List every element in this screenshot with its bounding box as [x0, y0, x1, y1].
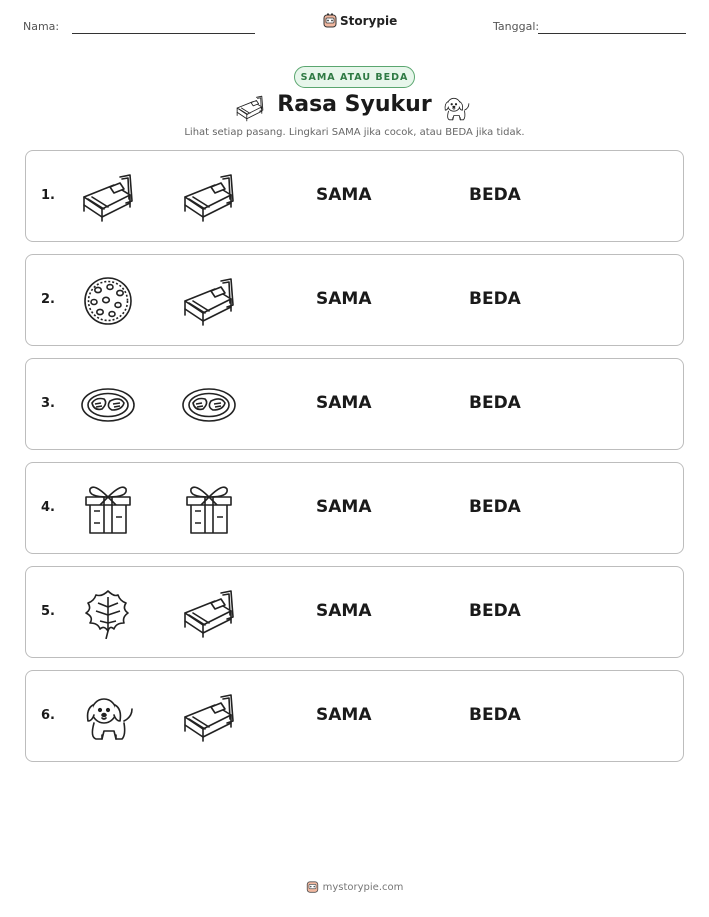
different-option[interactable]: BEDA — [469, 601, 521, 621]
footer-url[interactable]: mystorypie.com — [322, 881, 404, 893]
cookie-icon — [80, 275, 136, 327]
bed-icon — [80, 171, 136, 223]
question-number: 6. — [41, 708, 55, 723]
different-option[interactable]: BEDA — [469, 705, 521, 725]
bed-icon — [181, 171, 237, 223]
storypie-mascot-icon — [306, 880, 319, 894]
footer — [0, 880, 709, 894]
question-row-5 — [25, 566, 684, 658]
puppy-icon — [80, 691, 136, 743]
date-line[interactable] — [538, 33, 686, 34]
instruction-text: Lihat setiap pasang. Lingkari SAMA jika cocok, atau BEDA jika tidak. — [184, 127, 525, 138]
question-row-6 — [25, 670, 684, 762]
different-option[interactable]: BEDA — [469, 393, 521, 413]
question-number: 5. — [41, 604, 55, 619]
question-row-3 — [25, 358, 684, 450]
different-option[interactable]: BEDA — [469, 497, 521, 517]
bed-icon — [181, 275, 237, 327]
same-option[interactable]: SAMA — [316, 185, 372, 205]
question-row-1 — [25, 150, 684, 242]
plate-icon — [181, 379, 237, 431]
question-number: 1. — [41, 188, 55, 203]
date-label: Tanggal: — [493, 20, 540, 33]
same-option[interactable]: SAMA — [316, 601, 372, 621]
worksheet-type-badge: SAMA ATAU BEDA — [294, 66, 415, 88]
name-line[interactable] — [72, 33, 255, 34]
storypie-logo — [323, 13, 397, 29]
question-row-4 — [25, 462, 684, 554]
question-number: 2. — [41, 292, 55, 307]
same-option[interactable]: SAMA — [316, 289, 372, 309]
question-number: 4. — [41, 500, 55, 515]
bed-icon — [181, 587, 237, 639]
puppy-icon — [441, 94, 471, 122]
same-option[interactable]: SAMA — [316, 705, 372, 725]
same-option[interactable]: SAMA — [316, 497, 372, 517]
leaf-icon — [80, 587, 136, 639]
different-option[interactable]: BEDA — [469, 289, 521, 309]
different-option[interactable]: BEDA — [469, 185, 521, 205]
gift-icon — [181, 483, 237, 535]
brand-name: Storypie — [340, 14, 398, 28]
plate-icon — [80, 379, 136, 431]
name-label: Nama: — [23, 20, 60, 33]
question-number: 3. — [41, 396, 55, 411]
gift-icon — [80, 483, 136, 535]
same-option[interactable]: SAMA — [316, 393, 372, 413]
storypie-mascot-icon — [323, 13, 337, 29]
bed-icon — [181, 691, 237, 743]
question-row-2 — [25, 254, 684, 346]
page-title: Rasa Syukur — [277, 92, 432, 117]
